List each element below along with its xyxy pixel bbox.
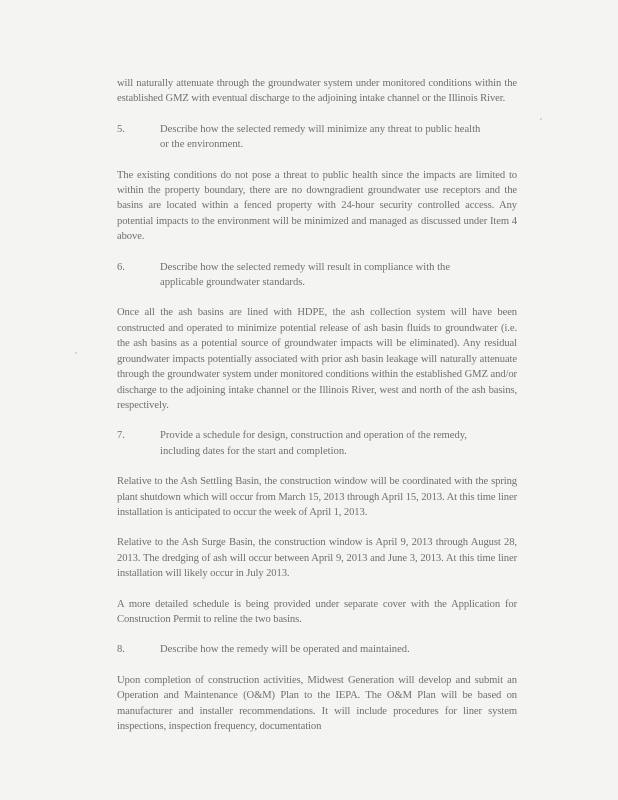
numbered-item-8 (117, 642, 517, 657)
item-number: 7. (117, 430, 125, 442)
scan-speck (540, 118, 542, 120)
paragraph-detailed-schedule: A more detailed schedule is being provided under separate cover with the Application for Construction Permit to reline the two basins. (117, 598, 517, 625)
numbered-item-6 (117, 260, 517, 291)
item-question: Describe how the selected remedy will minimize any threat to public health or the environment. (160, 123, 481, 151)
item-number: 8. (117, 644, 125, 656)
paragraph-intro: will naturally attenuate through the groundwater system under monitored conditions within the established GMZ with eventual discharge to the adjoining intake channel or the Illinois River. (117, 78, 517, 105)
item-question: Provide a schedule for design, construction and operation of the remedy, including dates for the start and completion. (160, 430, 468, 457)
paragraph-settling-basin: Relative to the Ash Settling Basin, the construction window will be coordinated with the spring plant shutdown which will occur from March 15, 2013 through April 15, 2013. At this time liner installation is anticipated to occur the week of April 1, 2013. (117, 476, 517, 518)
item-number: 6. (117, 261, 125, 273)
paragraph-public-health: The existing conditions do not pose a threat to public health since the impacts are limited to within the property boundary, there are no downgradient groundwater use receptors and the basins are located within a fenced property with 24-hour security controlled access. Any potential impacts to the environment will be minimized and managed as discussed under Item 4 above. (117, 169, 517, 243)
numbered-item-7 (117, 428, 517, 459)
scan-speck (75, 352, 77, 354)
document-body (117, 76, 517, 749)
item-number: 5. (117, 123, 125, 135)
numbered-item-5 (117, 122, 517, 153)
paragraph-om-plan: Upon completion of construction activities, Midwest Generation will develop and submit an Operation and Maintenance (O&M) Plan to the IEPA. The O&M Plan will be based on manufacturer and installer recommendations. It will include procedures for liner system inspections, inspection frequency, documentation (117, 674, 517, 732)
item-question: Describe how the remedy will be operated and maintained. (160, 644, 410, 656)
item-question: Describe how the selected remedy will result in compliance with the applicable groundwater standards. (160, 261, 451, 289)
paragraph-surge-basin: Relative to the Ash Surge Basin, the construction window is April 9, 2013 through August 28, 2013. The dredging of ash will occur between April 9, 2013 and June 3, 2013. At this time liner installation will likely occur in July 2013. (117, 537, 517, 580)
paragraph-compliance: Once all the ash basins are lined with HDPE, the ash collection system will have been constructed and operated to minimize potential release of ash basin fluids to groundwater (i.e. the ash basins as a potential source of groundwater impacts will be eliminated). Any residual groundwater impacts potentially associated with prior ash basin leakage will naturally attenuate through the groundwater system under monitored conditions within the established GMZ and/or discharge to the adjoining intake channel or the Illinois River, west and north of the ash basins, respectively. (117, 307, 517, 411)
